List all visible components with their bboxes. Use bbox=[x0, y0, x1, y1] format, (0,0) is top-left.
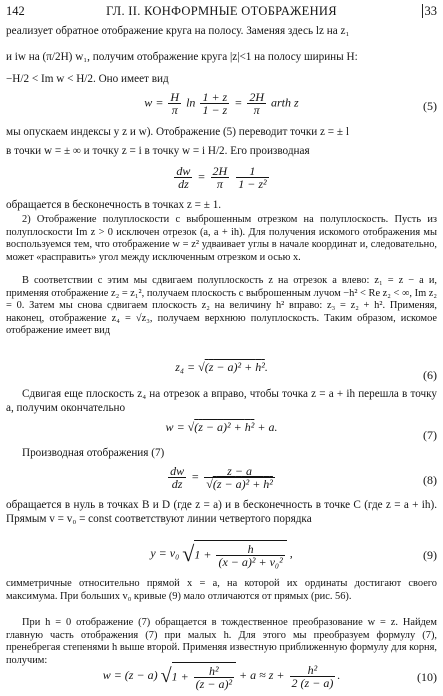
equation-6-number: (6) bbox=[423, 368, 437, 382]
paragraph-3: обращается в бесконечность в точках z = ± 1. bbox=[6, 199, 222, 211]
equation-8: $\frac{dw}{dz}$ = $\frac{z - a}{\text{√(z − a)² + h²}}$ (8) bbox=[170, 464, 437, 491]
equation-7: w = √(z − a)² + h² + a. (7) bbox=[165, 420, 437, 442]
paragraph-1-line-3: −H/2 < Im w < H/2. Оно имеет вид bbox=[6, 73, 169, 85]
paragraph-1-line-1: реализует обратное отображение круга на полосу. Заменяя здесь lz на z₁ bbox=[6, 25, 350, 37]
equation-6: z₄ = √(z − a)² + h². (6) bbox=[175, 360, 437, 382]
equation-10: w = (z − a) √1 + $\frac{\text{h²}}{\text{(z − a)²}}$ + a ≈ z + $\frac{\text{h²}}{2 (z - a)}$ . (10) bbox=[102, 662, 437, 691]
paragraph-10: При h = 0 отображение (7) обращается в тождественное преобразование w = z. Найдем главную часть отображения (7) при малых h. Для этого мы преобразуем формулу (7), пренебрегая степенями h выше второй. Применяя известную приближенную формулу для корня, получим: bbox=[6, 617, 437, 666]
paragraph-9: симметричные относительно прямой x = a, на которой их ординаты достигают своего максимума. При больших v₀ кривые (9) мало отличаются от прямых (рис. 56). bbox=[6, 578, 437, 602]
paragraph-1-line-2: и iw на (π/2H) w₁, получим отображение круга |z|<1 на полосу ширины H: bbox=[6, 51, 358, 63]
equation-5: w = $\frac{H}{\pi}$ ln $\frac{1 + z}{1 - z}$ = $\frac{2H}{\pi}$ arth z (5) bbox=[144, 90, 437, 117]
paragraph-5: В соответствии с этим мы сдвигаем полуплоскость z на отрезок a влево: z₁ = z − a и, применяя отображение z₂ = z₁², получаем плоскость с выброшенным лучом −h² < Re z₂ < ∞, Im z₂ = 0. Затем мы снова сдвигаем плоскость z₂ на величину h² вправо: z₃ = z₂ + h². Применяя, наконец, отображение z₄ = √z₃, получаем верхнюю полуплоскость. Таким образом, искомое отображение имеет вид bbox=[6, 275, 437, 336]
running-header bbox=[6, 4, 437, 20]
equation-8-number: (8) bbox=[423, 473, 437, 487]
section-number: 33 bbox=[422, 4, 438, 18]
paragraph-4: 2) Отображение полуплоскости с выброшенным отрезком на полуплоскость. Пусть из полуплоскости Im z > 0 исключен отрезок (a, a + ih). Для получения искомого отображения мы воспользуемся тем, что отображение w = z² удваивает углы в начале координат и, следовательно, может «расправить» угол между исключенным отрезком и осью x. bbox=[6, 214, 437, 263]
equation-9: y = v₀ √1 + $\frac{h}{\text{(x − a)² + v₀²}}$ , (9) bbox=[150, 541, 437, 569]
equation-7-number: (7) bbox=[423, 428, 437, 442]
equation-5-number: (5) bbox=[423, 99, 437, 113]
paragraph-8: обращается в нуль в точках B и D (где z = a) и в бесконечность в точке C (где z = a + ih). Прямым v = v₀ = const соответствуют линии четвертого порядка bbox=[6, 499, 437, 525]
page-number: 142 bbox=[6, 4, 25, 18]
paragraph-2-line-1: мы опускаем индексы у z и w). Отображение (5) переводит точки z = ± l bbox=[6, 126, 349, 138]
paragraph-7: Производная отображения (7) bbox=[22, 447, 165, 459]
paragraph-2-line-2: в точки w = ± ∞ и точку z = i в точку w = i H/2. Его производная bbox=[6, 145, 310, 157]
equation-derivative: $\frac{dw}{dz}$ = $\frac{2H}{\pi}$ $\frac{1}{\text{1 − z²}}$ bbox=[176, 164, 267, 191]
chapter-title: ГЛ. II. КОНФОРМНЫЕ ОТОБРАЖЕНИЯ bbox=[106, 4, 337, 18]
equation-9-number: (9) bbox=[423, 548, 437, 562]
paragraph-6: Сдвигая еще плоскость z₄ на отрезок a вправо, чтобы точка z = a + ih перешла в точку a, получим окончательно bbox=[6, 388, 437, 414]
equation-10-number: (10) bbox=[417, 670, 437, 684]
